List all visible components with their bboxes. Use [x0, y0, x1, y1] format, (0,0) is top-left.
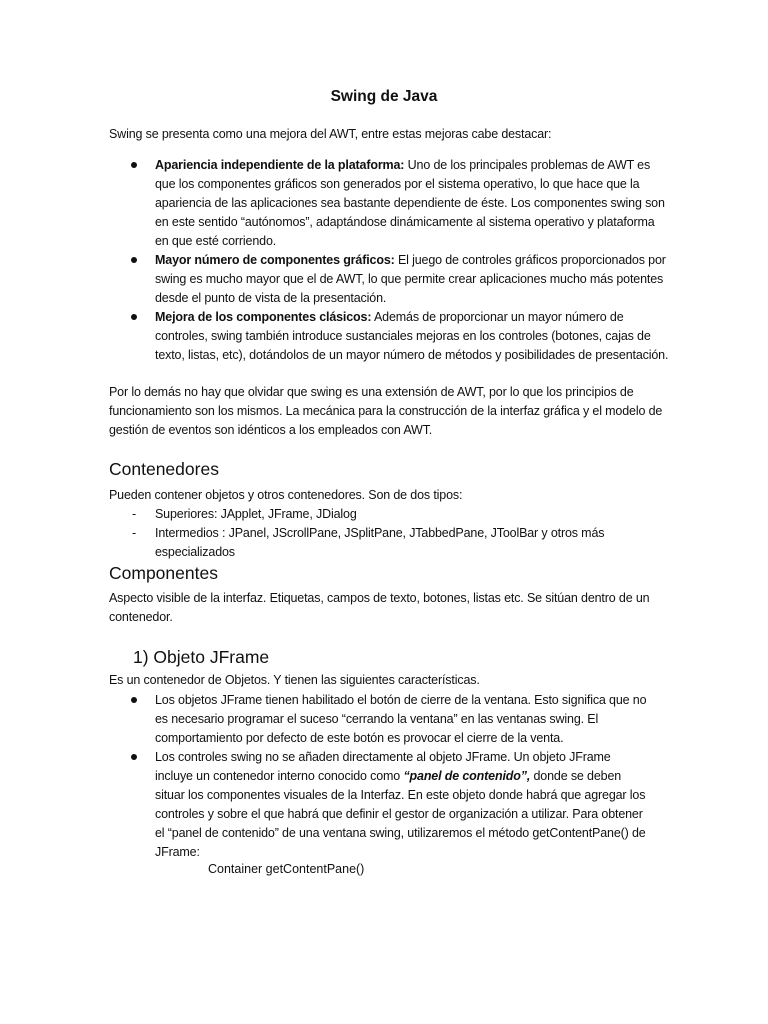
- componentes-text: Aspecto visible de la interfaz. Etiquetas, campos de texto, botones, listas etc. Se sitúan dentro de un contenedor.: [109, 591, 650, 624]
- feature-label: Mayor número de componentes gráficos:: [155, 253, 395, 267]
- jframe-heading: 1) Objeto JFrame: [133, 647, 270, 667]
- container-type-text: Intermedios : JPanel, JScrollPane, JSplitPane, JTabbedPane, JToolBar y otros más especializados: [155, 526, 605, 559]
- contenedores-text: Pueden contener objetos y otros contenedores. Son de dos tipos:: [109, 488, 463, 502]
- contenedores-heading: Contenedores: [109, 459, 219, 479]
- container-types-list: [130, 505, 670, 562]
- bullet-icon: [131, 697, 137, 703]
- list-item: [130, 308, 670, 365]
- dash-icon: -: [132, 526, 137, 540]
- feature-text: Además de proporcionar un mayor número de controles, swing también introduce sustanciales mejoras en los controles (botones, cajas de texto, listas, etc), dotándolos de un mayor número de métodos y posibilidades de presentación.: [155, 310, 669, 362]
- intro-paragraph: Swing se presenta como una mejora del AWT, entre estas mejoras cabe destacar:: [109, 127, 552, 141]
- list-item: [130, 251, 670, 308]
- jframe-bullet-text: donde se deben situar los componentes visuales de la Interfaz. En este objeto donde habrá que agregar los controles y sobre el que habrá que definir el gestor de organización a utilizar. Para obtener el “panel de contenido” de una ventana swing, utilizaremos el método getContentPane() de JFrame:: [155, 769, 646, 859]
- feature-label: Apariencia independiente de la plataforma:: [155, 158, 405, 172]
- features-list: [130, 156, 670, 365]
- feature-text: El juego de controles gráficos proporcionados por swing es mucho mayor que el de AWT, lo que permite crear aplicaciones mucho más potentes desde el punto de vista de la presentación.: [155, 253, 666, 305]
- container-type-text: Superiores: JApplet, JFrame, JDialog: [155, 507, 357, 521]
- feature-label: Mejora de los componentes clásicos:: [155, 310, 372, 324]
- bullet-icon: [131, 314, 137, 320]
- componentes-heading: Componentes: [109, 563, 218, 583]
- bullet-icon: [131, 754, 137, 760]
- jframe-text: Es un contenedor de Objetos. Y tienen las siguientes características.: [109, 673, 480, 687]
- document-title: Swing de Java: [330, 88, 438, 105]
- list-item: [130, 156, 670, 251]
- closing-paragraph: Por lo demás no hay que olvidar que swing es una extensión de AWT, por lo que los principios de funcionamiento son los mismos. La mecánica para la construcción de la interfaz gráfica y el modelo de gestión de eventos son idénticos a los empleados con AWT.: [109, 385, 663, 437]
- list-item: [130, 524, 670, 562]
- list-item: [130, 748, 650, 862]
- emphasis-text: “panel de contenido”,: [403, 769, 531, 783]
- bullet-icon: [131, 257, 137, 263]
- list-item: [130, 691, 650, 748]
- jframe-bullet-text: Los controles swing no se añaden directamente al objeto JFrame. Un objeto JFrame incluye un contenedor interno conocido como: [155, 750, 611, 783]
- jframe-bullet-text: Los objetos JFrame tienen habilitado el botón de cierre de la ventana. Esto significa que no es necesario programar el suceso “cerrando la ventana” en las ventanas swing. El comportamiento por defecto de este botón es provocar el cierre de la venta.: [155, 693, 647, 745]
- bullet-icon: [131, 162, 137, 168]
- code-signature: Container getContentPane(): [208, 862, 365, 876]
- jframe-features-list: [130, 691, 650, 862]
- dash-icon: -: [132, 507, 137, 521]
- feature-text: Uno de los principales problemas de AWT es que los componentes gráficos son generados por el sistema operativo, lo que hace que la apariencia de las aplicaciones sea bastante dependiente de éste. Los componentes swing son en este sentido “autónomos”, adaptándose dinámicamente al sistema operativo y plataforma en que esté corriendo.: [155, 158, 665, 248]
- list-item: [130, 505, 670, 524]
